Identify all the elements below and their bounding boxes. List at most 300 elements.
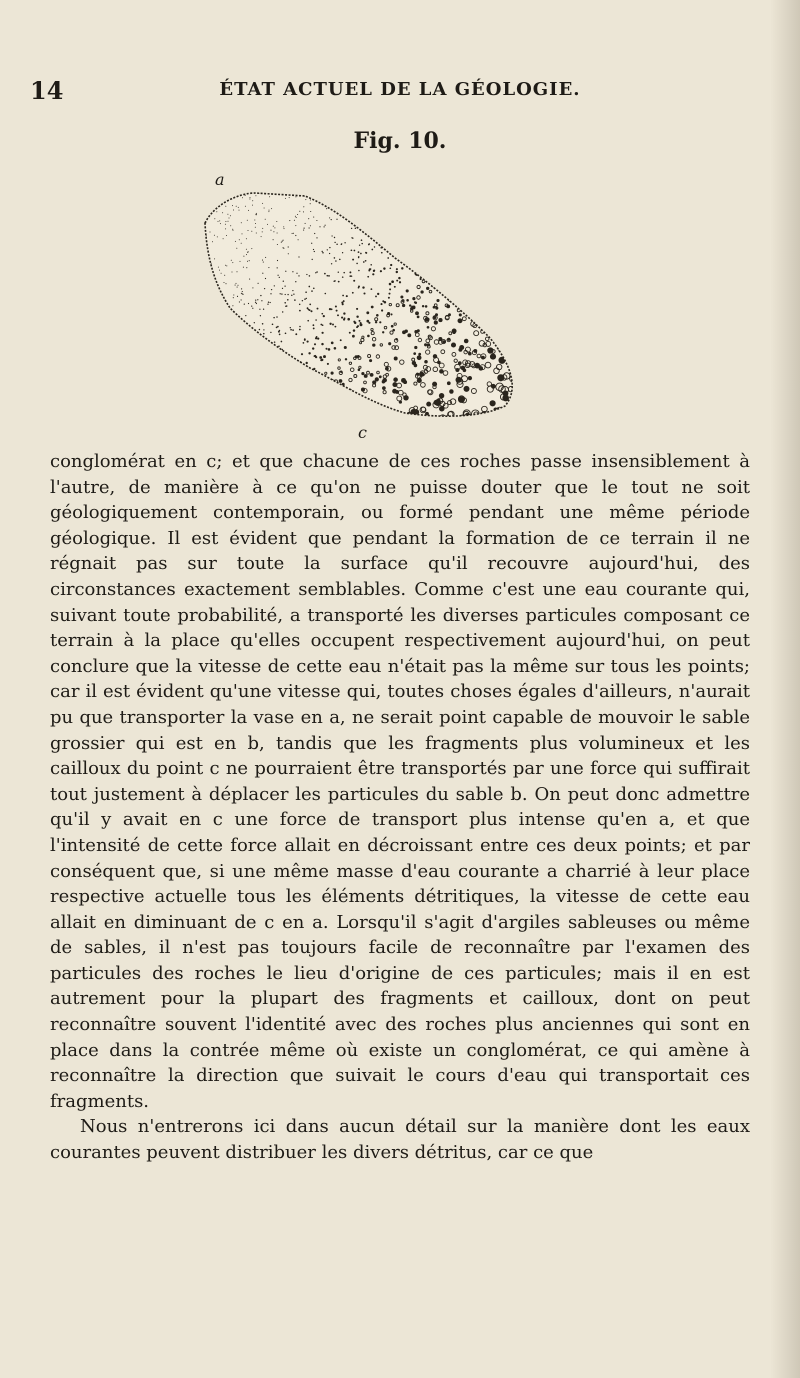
stratum-grain bbox=[367, 276, 369, 278]
stratum-grain bbox=[204, 403, 206, 405]
stratum-grain bbox=[352, 238, 353, 239]
stratum-grain bbox=[206, 292, 207, 293]
stratum-grain bbox=[333, 280, 335, 282]
stratum-grain bbox=[205, 415, 207, 417]
stratum-grain bbox=[225, 224, 226, 225]
stratum-grain bbox=[392, 224, 394, 226]
stratum-grain bbox=[436, 268, 439, 271]
stratum-grain bbox=[223, 238, 224, 239]
stratum-grain bbox=[331, 372, 334, 375]
stratum-grain bbox=[287, 299, 289, 301]
stratum-grain bbox=[213, 206, 214, 207]
stratum-grain bbox=[414, 198, 416, 200]
stratum-grain bbox=[220, 417, 222, 419]
stratum-grain bbox=[424, 360, 428, 364]
stratum-grain bbox=[323, 355, 326, 358]
stratum-grain bbox=[338, 404, 341, 407]
stratum-grain bbox=[377, 293, 379, 295]
stratum-grain bbox=[315, 272, 316, 273]
stratum-grain bbox=[433, 251, 435, 253]
stratum-grain bbox=[222, 301, 223, 302]
stratum-grain bbox=[299, 326, 301, 328]
stratum-grain bbox=[252, 200, 253, 201]
stratum-grain bbox=[232, 339, 233, 340]
stratum-grain bbox=[452, 329, 457, 334]
stratum-grain bbox=[421, 267, 423, 269]
stratum-grain bbox=[277, 326, 279, 328]
stratum-grain bbox=[331, 263, 332, 264]
stratum-grain bbox=[509, 282, 512, 285]
stratum-grain bbox=[381, 209, 382, 210]
stratum-grain bbox=[338, 271, 339, 272]
stratum-grain bbox=[311, 290, 313, 292]
stratum-grain bbox=[343, 318, 345, 320]
stratum-grain bbox=[289, 416, 292, 419]
stratum-grain bbox=[411, 306, 413, 308]
stratum-grain bbox=[477, 321, 481, 325]
stratum-grain bbox=[458, 361, 462, 365]
stratum-grain bbox=[451, 234, 453, 236]
stratum-grain bbox=[208, 270, 209, 271]
stratum-grain bbox=[389, 288, 391, 290]
stratum-grain bbox=[342, 383, 345, 386]
stratum-grain bbox=[313, 249, 314, 250]
stratum-grain bbox=[390, 313, 392, 315]
stratum-grain bbox=[396, 271, 398, 273]
figure-caption: Fig. 10. bbox=[353, 128, 447, 154]
stratum-grain bbox=[504, 260, 507, 263]
stratum-grain bbox=[425, 412, 429, 416]
stratum-grain bbox=[438, 259, 440, 261]
stratum-grain bbox=[407, 206, 409, 208]
stratum-grain bbox=[445, 250, 448, 253]
stratum-grain bbox=[289, 411, 292, 414]
stratum-grain bbox=[461, 236, 463, 238]
stratum-grain bbox=[348, 403, 351, 406]
stratum-grain bbox=[206, 235, 207, 236]
stratum-grain bbox=[446, 267, 449, 270]
stratum-grain bbox=[213, 295, 214, 296]
stratum-grain bbox=[311, 310, 313, 312]
stratum-grain bbox=[232, 345, 233, 346]
stratum-grain bbox=[289, 197, 290, 198]
stratum-grain bbox=[216, 312, 217, 313]
stratum-grain bbox=[495, 291, 500, 296]
stratum-grain bbox=[478, 318, 482, 322]
stratum-grain bbox=[370, 264, 372, 266]
stratum-grain bbox=[354, 213, 355, 214]
stratum-grain bbox=[293, 294, 294, 295]
stratum-grain bbox=[265, 370, 267, 372]
stratum-grain bbox=[415, 311, 419, 315]
stratum-grain bbox=[281, 341, 283, 343]
stratum-grain bbox=[447, 290, 450, 293]
stratum-grain bbox=[310, 225, 311, 226]
stratum-grain bbox=[263, 393, 265, 395]
stratum-grain bbox=[505, 350, 510, 355]
stratum-grain bbox=[245, 315, 246, 316]
stratum-grain bbox=[241, 299, 242, 300]
stratum-grain bbox=[256, 232, 257, 233]
stratum-grain bbox=[445, 201, 447, 203]
stratum-grain bbox=[498, 247, 502, 251]
stratum-grain bbox=[306, 298, 307, 299]
stratum-grain bbox=[236, 360, 237, 361]
stratum-grain bbox=[421, 199, 423, 201]
stratum-grain bbox=[332, 324, 334, 326]
stratum-grain bbox=[329, 384, 331, 386]
stratum-grain bbox=[470, 193, 473, 196]
stratum-grain bbox=[295, 333, 297, 335]
stratum-grain bbox=[221, 273, 222, 274]
stratum-grain bbox=[427, 241, 429, 243]
page-edge-shadow bbox=[770, 0, 800, 1378]
stratum-grain bbox=[297, 374, 299, 376]
stratum-grain bbox=[261, 385, 263, 387]
stratum-grain bbox=[497, 244, 500, 247]
stratum-grain bbox=[514, 309, 519, 314]
paragraph-1: conglomérat en c; et que chacune de ces roches passe insensiblement à l'autre, de manière à ce qu'on ne puisse douter que le tout ne soit géologiquement contemporain, ou formé pendant une même période géologique. Il est évident que pendant la formation de ce terrain il ne régnait pas sur toute la surface qu'il recouvre aujourd'hui, des circonstances exactement semblables. Comme c'est une eau courante qui, suivant toute probabilité, a transporté les diverses particules composant ce terrain à la place qu'elles occupent respectivement aujourd'hui, on peut conclure que la vitesse de cette eau n'était pas la même sur tous les points; car il est évident qu'une vitesse qui, toutes choses égales d'ailleurs, n'aurait pu que transporter la vase en a, ne serait point capable de mouvoir le sable grossier qui est en b, tandis que les fragments plus volumineux et les cailloux du point c ne pourraient être transportés par une force qui suffirait tout justement à déplacer les particules du sable b. On peut donc admettre qu'il y avait en c une force de transport plus intense qu'en a, et que l'intensité de cette force allait en décroissant entre ces deux points; et par conséquent que, si une même masse d'eau courante a charrié à leur place respective actuelle tous les éléments détritiques, la vitesse de cette eau allait en diminuant de c en a. Lorsqu'il s'agit d'argiles sableuses ou même de sables, il n'est pas toujours facile de reconnaître par l'examen des particules des roches le lieu d'origine de ces particules; mais il en est autrement pour la plupart des fragments et cailloux, dont on peut reconnaître souvent l'identité avec des roches plus anciennes qui sont en place dans la contrée même où existe un conglomérat, ce qui amène à reconnaître la direction que suivait le cours d'eau qui transportait ces fragments. bbox=[50, 451, 750, 1112]
stratum-grain bbox=[446, 305, 450, 309]
stratum-grain bbox=[329, 217, 330, 218]
stratum-grain bbox=[419, 247, 421, 249]
stratum-grain bbox=[391, 201, 392, 202]
stratum-grain bbox=[331, 342, 334, 345]
stratum-grain bbox=[296, 217, 297, 218]
stratum-grain bbox=[270, 293, 271, 294]
stratum-grain bbox=[444, 259, 447, 262]
stratum-grain bbox=[234, 404, 236, 406]
stratum-grain bbox=[313, 408, 316, 411]
stratum-grain bbox=[428, 251, 431, 254]
stratum-grain bbox=[208, 362, 209, 363]
stratum-grain bbox=[276, 316, 278, 318]
stratum-grain bbox=[402, 304, 405, 307]
stratum-grain bbox=[444, 272, 447, 275]
stratum-grain bbox=[370, 402, 374, 406]
stratum-grain bbox=[410, 236, 412, 238]
stratum-grain bbox=[290, 327, 291, 328]
stratum-grain bbox=[305, 373, 308, 376]
stratum-grain bbox=[499, 416, 505, 422]
stratum-grain bbox=[515, 194, 517, 196]
stratum-grain bbox=[344, 196, 345, 197]
stratum-grain bbox=[401, 378, 406, 383]
stratum-grain bbox=[277, 267, 278, 268]
stratum-grain bbox=[248, 230, 249, 231]
stratum-grain bbox=[309, 275, 311, 277]
stratum-grain bbox=[506, 309, 509, 312]
stratum-grain bbox=[477, 316, 481, 320]
stratum-grain bbox=[474, 363, 480, 369]
stratum-grain bbox=[410, 194, 411, 195]
stratum-grain bbox=[455, 368, 459, 372]
stratum-grain bbox=[516, 255, 520, 259]
stratum-grain bbox=[328, 200, 329, 201]
stratum-grain bbox=[233, 230, 234, 231]
stratum-grain bbox=[259, 309, 260, 310]
stratum-grain bbox=[233, 297, 234, 298]
stratum-grain bbox=[241, 222, 242, 223]
stratum-grain bbox=[454, 418, 461, 425]
stratum-grain bbox=[417, 214, 419, 216]
stratum-grain bbox=[255, 397, 257, 399]
stratum-grain bbox=[225, 206, 226, 207]
stratum-grain bbox=[243, 256, 244, 257]
stratum-grain bbox=[495, 324, 501, 330]
stratum-grain bbox=[250, 197, 251, 198]
stratum-grain bbox=[299, 304, 300, 305]
stratum-grain bbox=[305, 401, 307, 403]
stratum-grain bbox=[308, 352, 310, 354]
stratum-grain bbox=[285, 332, 287, 334]
stratum-grain bbox=[239, 239, 240, 240]
stratum-grain bbox=[249, 199, 250, 200]
stratum-grain bbox=[214, 329, 215, 330]
stratum-grain bbox=[283, 240, 284, 241]
stratum-grain bbox=[416, 262, 419, 265]
stratum-grain bbox=[486, 292, 491, 297]
stratum-grain bbox=[299, 310, 301, 312]
stratum-grain bbox=[392, 216, 394, 218]
stratum-grain bbox=[242, 365, 244, 367]
stratum-grain bbox=[502, 259, 506, 263]
stratum-grain bbox=[453, 253, 456, 256]
stratum-grain bbox=[283, 248, 284, 249]
stratum-grain bbox=[314, 251, 315, 252]
stratum-grain bbox=[498, 357, 505, 364]
stratum-grain bbox=[209, 373, 210, 374]
stratum-grain bbox=[481, 268, 484, 271]
stratum-grain bbox=[364, 226, 366, 228]
stratum-grain bbox=[319, 356, 322, 359]
stratum-grain bbox=[352, 259, 354, 261]
stratum-grain bbox=[511, 411, 516, 416]
stratum-grain bbox=[469, 291, 472, 294]
stratum-grain bbox=[447, 381, 451, 385]
stratum-grain bbox=[248, 399, 250, 401]
stratum-grain bbox=[210, 232, 211, 233]
stratum-grain bbox=[263, 405, 265, 407]
stratum-grain bbox=[219, 220, 220, 221]
stratum-grain bbox=[483, 250, 486, 253]
stratum-grain bbox=[294, 299, 296, 301]
stratum-grain bbox=[263, 309, 264, 310]
stratum-grain bbox=[300, 414, 303, 417]
stratum-grain bbox=[385, 415, 389, 419]
stratum-grain bbox=[467, 303, 472, 308]
stratum-grain bbox=[304, 339, 306, 341]
stratum-grain bbox=[244, 328, 245, 329]
stratum-grain bbox=[450, 228, 452, 230]
stratum-grain bbox=[299, 211, 300, 212]
stratum-grain bbox=[328, 381, 330, 383]
stratum-grain bbox=[255, 195, 256, 196]
stratum-grain bbox=[216, 387, 218, 389]
stratum-grain bbox=[316, 193, 317, 194]
paragraph-2: Nous n'entrerons ici dans aucun détail sur la manière dont les eaux courantes peuvent distribuer les divers détritus, car ce que bbox=[50, 1116, 750, 1164]
stratum-grain bbox=[272, 323, 274, 325]
stratum-grain bbox=[407, 333, 411, 337]
stratum-grain bbox=[369, 359, 372, 362]
stratum-grain bbox=[249, 279, 250, 280]
stratum-grain bbox=[437, 239, 439, 241]
stratum-grain bbox=[254, 402, 256, 404]
stratum-grain bbox=[510, 318, 514, 322]
stratum-grain bbox=[441, 225, 443, 227]
stratum-grain bbox=[281, 293, 282, 294]
stratum-grain bbox=[451, 270, 455, 274]
stratum-grain bbox=[259, 375, 261, 377]
stratum-grain bbox=[242, 233, 243, 234]
stratum-grain bbox=[496, 411, 501, 416]
stratum-grain bbox=[372, 208, 373, 209]
stratum-grain bbox=[316, 383, 319, 386]
stratum-grain bbox=[314, 343, 316, 345]
stratum-grain bbox=[507, 254, 510, 257]
stratum-grain bbox=[246, 254, 247, 255]
stratum-grain bbox=[332, 419, 335, 422]
stratum-grain bbox=[343, 272, 345, 274]
stratum-grain bbox=[276, 221, 277, 222]
stratum-grain bbox=[490, 400, 496, 406]
stratum-grain bbox=[373, 226, 375, 228]
stratum-grain bbox=[260, 295, 261, 296]
stratum-grain bbox=[324, 226, 325, 227]
stratum-grain bbox=[391, 280, 394, 283]
stratum-grain bbox=[249, 260, 250, 261]
stratum-grain bbox=[277, 260, 278, 261]
stratum-grain bbox=[423, 243, 425, 245]
stratum-grain bbox=[515, 195, 518, 198]
stratum-grain bbox=[500, 229, 503, 232]
stratum-grain bbox=[279, 334, 281, 336]
stratum-grain bbox=[446, 285, 450, 289]
stratum-grain bbox=[327, 363, 329, 365]
stratum-grain bbox=[482, 305, 485, 308]
stratum-grain bbox=[454, 287, 457, 290]
stratum-grain bbox=[211, 376, 213, 378]
stratum-grain bbox=[375, 295, 377, 297]
stratum-grain bbox=[257, 299, 258, 300]
stratum-grain bbox=[217, 322, 218, 323]
stratum-grain bbox=[209, 363, 210, 364]
stratum-grain bbox=[241, 288, 242, 289]
stratum-grain bbox=[324, 400, 327, 403]
stratum-grain bbox=[214, 392, 216, 394]
stratum-grain bbox=[269, 210, 270, 211]
stratum-grain bbox=[445, 207, 447, 209]
stratum-grain bbox=[352, 415, 355, 418]
stratum-grain bbox=[397, 202, 399, 204]
page-number: 14 bbox=[30, 76, 64, 105]
stratum-grain bbox=[259, 419, 261, 421]
stratum-grain bbox=[379, 321, 381, 323]
stratum-grain bbox=[472, 220, 474, 222]
stratum-grain bbox=[262, 231, 263, 232]
stratum-grain bbox=[294, 220, 295, 221]
stratum-grain bbox=[437, 275, 440, 278]
stratum-grain bbox=[305, 223, 306, 224]
stratum-grain bbox=[473, 311, 477, 315]
stratum-grain bbox=[296, 273, 297, 274]
stratum-grain bbox=[402, 330, 406, 334]
stratum-grain bbox=[461, 366, 466, 371]
stratum-grain bbox=[243, 401, 245, 403]
stratum-grain bbox=[342, 276, 344, 278]
stratum-grain bbox=[451, 250, 453, 252]
stratum-grain bbox=[237, 285, 238, 286]
stratum-grain bbox=[389, 283, 392, 286]
stratum-grain bbox=[291, 295, 292, 296]
stratum-grain bbox=[351, 228, 352, 229]
stratum-grain bbox=[319, 381, 322, 384]
stratum-grain bbox=[309, 309, 311, 311]
stratum-grain bbox=[277, 232, 278, 233]
stratum-grain bbox=[315, 356, 317, 358]
stratum-grain bbox=[371, 196, 372, 197]
stratum-grain bbox=[396, 280, 398, 282]
stratum-grain bbox=[471, 202, 474, 205]
stratum-grain bbox=[500, 220, 504, 224]
stratum-grain bbox=[273, 354, 275, 356]
stratum-grain bbox=[232, 262, 233, 263]
stratum-grain bbox=[205, 407, 207, 409]
stratum-grain bbox=[480, 218, 483, 221]
stratum-grain bbox=[292, 413, 295, 416]
stratum-grain bbox=[458, 297, 461, 300]
stratum-grain bbox=[396, 268, 398, 270]
stratum-grain bbox=[233, 210, 234, 211]
stratum-grain bbox=[360, 201, 361, 202]
stratum-grain bbox=[381, 252, 383, 254]
stratum-grain bbox=[281, 407, 283, 409]
stratum-grain bbox=[504, 265, 508, 269]
stratum-grain bbox=[278, 331, 280, 333]
stratum-grain bbox=[335, 305, 337, 307]
stratum-grain bbox=[362, 286, 364, 288]
stratum-grain bbox=[259, 356, 260, 357]
stratum-grain bbox=[507, 201, 510, 204]
stratum-grain bbox=[241, 331, 242, 332]
stratum-grain bbox=[366, 218, 368, 220]
stratum-grain bbox=[265, 278, 266, 279]
stratum-grain bbox=[252, 287, 253, 288]
stratum-grain bbox=[422, 238, 424, 240]
stratum-grain bbox=[255, 227, 256, 228]
stratum-grain bbox=[211, 210, 212, 211]
stratum-grain bbox=[371, 405, 374, 408]
stratum-grain bbox=[229, 393, 231, 395]
stratum-grain bbox=[295, 225, 296, 226]
stratum-grain bbox=[334, 237, 335, 238]
stratum-grain bbox=[350, 417, 354, 421]
stratum-grain bbox=[301, 412, 304, 415]
stratum-grain bbox=[235, 241, 236, 242]
stratum-grain bbox=[444, 201, 446, 203]
stratum-grain bbox=[417, 316, 420, 319]
stratum-grain bbox=[511, 345, 518, 352]
stratum-grain bbox=[299, 329, 301, 331]
stratum-grain bbox=[499, 212, 502, 215]
stratum-grain bbox=[375, 321, 377, 323]
stratum-grain bbox=[489, 324, 494, 329]
stratum-grain bbox=[490, 354, 496, 360]
stratum-grain bbox=[275, 366, 277, 368]
stratum-grain bbox=[343, 312, 345, 314]
stratum-grain bbox=[374, 246, 375, 247]
stratum-grain bbox=[266, 378, 268, 380]
